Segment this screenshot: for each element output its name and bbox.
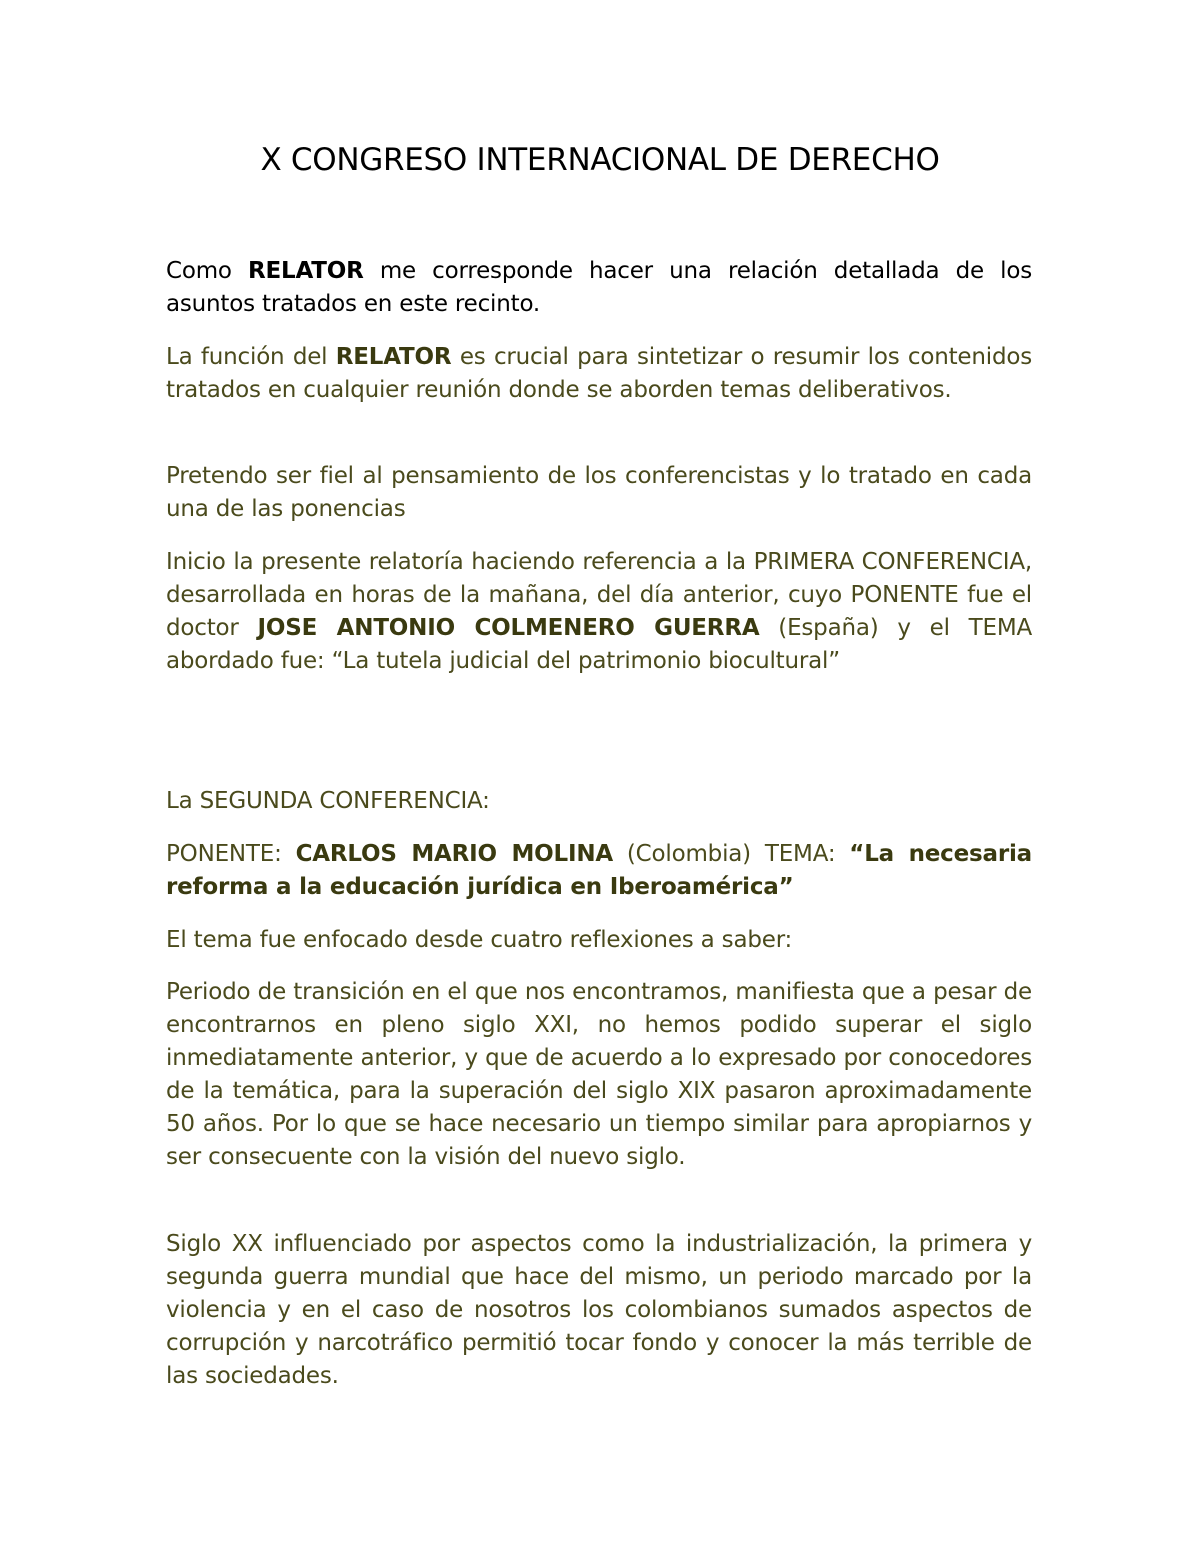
document-title: X CONGRESO INTERNACIONAL DE DERECHO [260,142,940,178]
paragraph-second-conference-details [166,838,1032,904]
paragraph-transition-period: Periodo de transición en el que nos encontramos, manifiesta que a pesar de encontrarnos en pleno siglo XXI, no hemos podido superar el siglo inmediatamente anterior, y que de acuerdo a lo expresado por conocedores de la temática, para la superación del siglo XIX pasaron aproximadamente 50 años. Por lo que se hace necesario un tiempo similar para apropiarnos y ser consecuente con la visión del nuevo siglo. [166,979,1032,1170]
speaker-name: CARLOS MARIO MOLINA [295,841,613,867]
paragraph-reflections-intro: El tema fue enfocado desde cuatro reflexiones a saber: [166,927,793,953]
conference-topic: “La necesaria reforma a la educación jurídica en Iberoamérica” [166,841,1032,900]
paragraph-relator-function-text-1: La función del [166,344,336,370]
ponente-label: PONENTE: [166,841,296,867]
paragraph-second-conference-heading: La SEGUNDA CONFERENCIA: [166,788,490,814]
paragraph-first-conference [166,546,1032,678]
paragraph-first-conference-text-2: (España) y el TEMA abordado fue: “La tutela judicial del patrimonio biocultural” [166,615,1033,674]
paragraph-twentieth-century: Siglo XX influenciado por aspectos como la industrialización, la primera y segunda guerra mundial que hace del mismo, un periodo marcado por la violencia y en el caso de nosotros los colombianos sumados aspectos de corrupción y narcotráfico permitió tocar fondo y conocer la más terrible de las sociedades. [166,1231,1032,1389]
relator-term: RELATOR [335,344,452,370]
relator-term: RELATOR [248,258,364,284]
speaker-name: JOSE ANTONIO COLMENERO GUERRA [257,615,760,641]
tema-label: (Colombia) TEMA: [612,841,850,867]
paragraph-intro-text-2: me corresponde hacer una relación detallada de los asuntos tratados en este recinto. [166,258,1033,317]
paragraph-intro [166,255,1032,321]
paragraph-relator-function [166,341,1032,407]
paragraph-intent: Pretendo ser fiel al pensamiento de los conferencistas y lo tratado en cada una de las ponencias [166,463,1032,522]
paragraph-intro-text-1: Como [166,258,248,284]
paragraph-first-conference-text-1: Inicio la presente relatoría haciendo referencia a la PRIMERA CONFERENCIA, desarrollada en horas de la mañana, del día anterior, cuyo PONENTE fue el doctor [166,549,1032,641]
paragraph-relator-function-text-2: es crucial para sintetizar o resumir los contenidos tratados en cualquier reunión donde se aborden temas deliberativos. [166,344,1032,403]
